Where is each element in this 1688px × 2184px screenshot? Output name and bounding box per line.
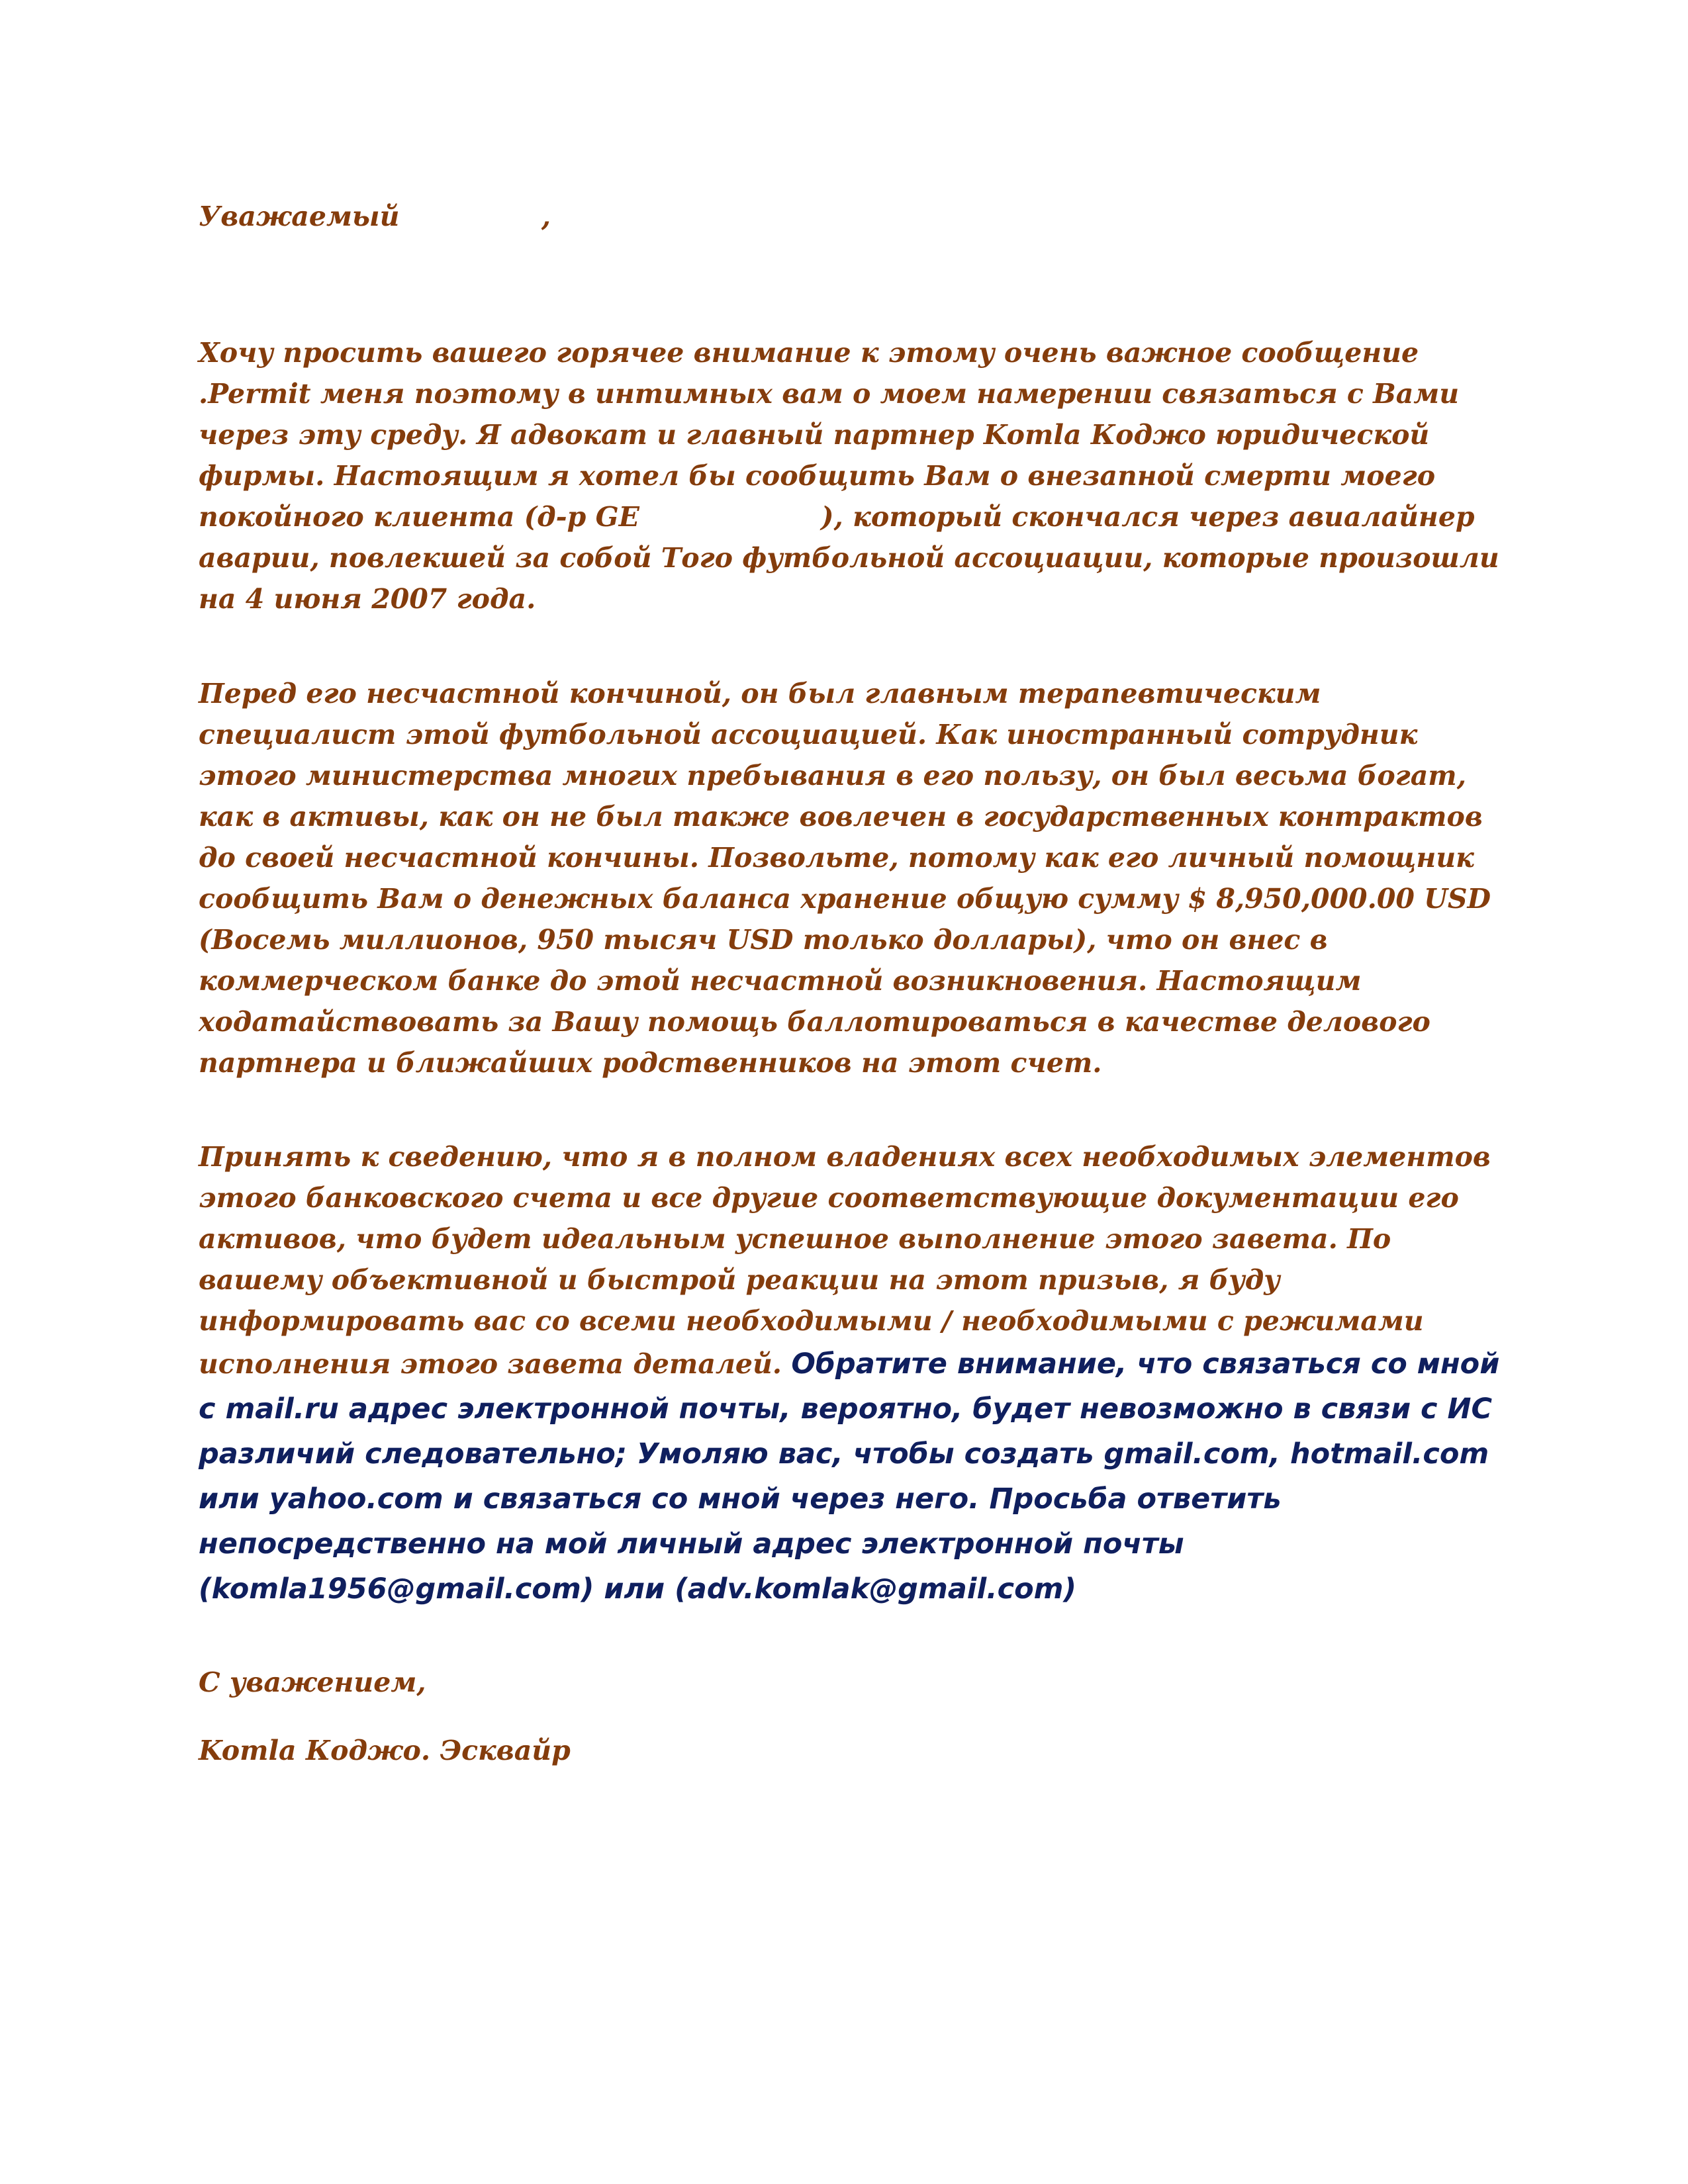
signature: Komla Коджо. Эсквайр: [199, 1735, 571, 1766]
paragraph-contact-blue: Обратите внимание, что связаться со мной с mail.ru адрес электронной почты, вероятно, будет невозможно в связи с ИС различий следовательно; Умоляю вас, чтобы создать gmail.com, hotmail.com или yahoo.com и связаться со мной через него. Просьба ответить непосредственно на мой личный адрес электронной почты (komla1956@gmail.com) или (adv.komlak@gmail.com): [199, 1347, 1500, 1606]
redacted-client-name: [649, 507, 821, 531]
salutation-prefix: Уважаемый: [199, 201, 400, 232]
paragraph-intro: [199, 332, 1509, 619]
paragraph-contact-brown: Принять к сведению, что я в полном владениях всех необходимых элементов этого банковского счета и все другие соответствующие документации его активов, что будет идеальным успешное выполнение этого завета. По вашему объективной и быстрой реакции на этот призыв, я буду информировать вас со всеми необходимыми / необходимыми с режимами исполнения этого завета деталей.: [199, 1141, 1491, 1380]
paragraph-deposit: Перед его несчастной кончиной, он был главным терапевтическим специалист этой футбольной ассоциацией. Как иностранный сотрудник этого министерства многих пребывания в его пользу, он был весьма богат, как в активы, как он не был также вовлечен в государственных контрактов до своей несчастной кончины. Позвольте, потому как его личный помощник сообщить Вам о денежных баланса хранение общую сумму $ 8,950,000.00 USD (Восемь миллионов, 950 тысяч USD только доллары), что он внес в коммерческом банке до этой несчастной возникновения. Настоящим ходатайствовать за Вашу помощь баллотироваться в качестве делового партнера и ближайших родственников на этот счет.: [199, 678, 1491, 1079]
paragraph-intro-before: Хочу просить вашего горячее внимание к этому очень важное сообщение .Permit меня поэтому в интимных вам о моем намерении связаться с Вами через эту среду. Я адвокат и главный партнер Komla Коджо юридической фирмы. Настоящим я хотел бы сообщить Вам о внезапной смерти моего покойного клиента (д-р GE: [199, 337, 1460, 533]
salutation: [199, 196, 1509, 237]
redacted-name: [409, 206, 541, 231]
paragraph-intro-after: ), который скончался через авиалайнер аварии, повлекшей за собой Того футбольной ассоциации, которые произошли на 4 июня 2007 года.: [199, 501, 1499, 615]
salutation-suffix: ,: [541, 201, 551, 232]
paragraph-contact: [199, 1136, 1509, 1612]
closing: С уважением,: [199, 1666, 426, 1698]
